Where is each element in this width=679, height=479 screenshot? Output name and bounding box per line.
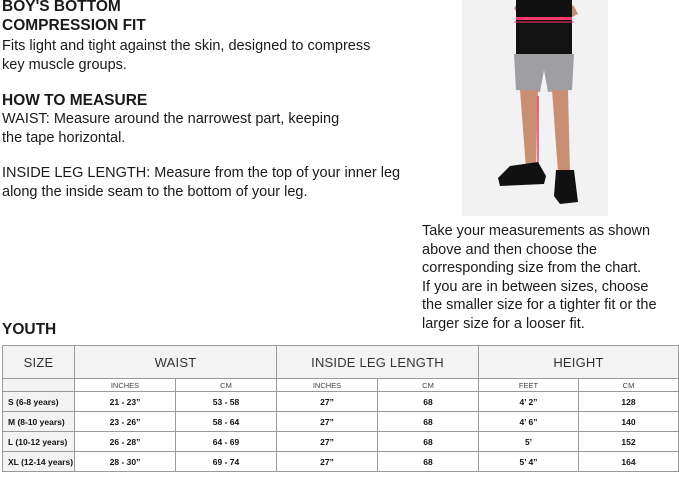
leg-inches-value: 27” [277, 412, 378, 432]
leg-inches-value: 27” [277, 432, 378, 452]
table-header-row [3, 346, 679, 379]
size-label: L (10-12 years) [3, 432, 75, 452]
height-cm-value: 152 [579, 432, 679, 452]
height-feet-value: 4’ 2” [479, 392, 579, 412]
note-line-5: the smaller size for a tighter fit or the [422, 297, 657, 313]
unit-waist-inches: INCHES [75, 379, 176, 392]
note-line-3: corresponding size from the chart. [422, 260, 642, 276]
measurement-note [422, 222, 678, 333]
table-row [3, 412, 679, 432]
fit-desc-line-2: key muscle groups. [2, 56, 127, 73]
how-to-measure-heading: HOW TO MEASURE [2, 92, 148, 109]
waist-inches-value: 23 - 26” [75, 412, 176, 432]
leg-cm-value: 68 [378, 412, 479, 432]
fit-desc-line-1: Fits light and tight against the skin, designed to compress [2, 38, 371, 54]
leg-cm-value: 68 [378, 392, 479, 412]
height-cm-value: 140 [579, 412, 679, 432]
unit-waist-cm: CM [176, 379, 277, 392]
unit-leg-inches: INCHES [277, 379, 378, 392]
header-waist: WAIST [75, 346, 277, 379]
leg-inches-value: 27” [277, 452, 378, 472]
unit-height-feet: FEET [479, 379, 579, 392]
fit-description [2, 37, 422, 74]
header-inside-leg: INSIDE LEG LENGTH [277, 346, 479, 379]
waist-inches-value: 26 - 28” [75, 432, 176, 452]
height-feet-value: 4’ 6” [479, 412, 579, 432]
waist-cm-value: 69 - 74 [176, 452, 277, 472]
note-line-6: larger size for a looser fit. [422, 315, 585, 332]
size-label: M (8-10 years) [3, 412, 75, 432]
header-size: SIZE [3, 346, 75, 379]
size-chart-table [2, 345, 679, 472]
leg-inches-value: 27” [277, 392, 378, 412]
section-label-youth: YOUTH [2, 321, 57, 338]
boy-model-icon [462, 0, 608, 216]
unit-leg-cm: CM [378, 379, 479, 392]
leg-cm-value: 68 [378, 432, 479, 452]
leg-line-1: INSIDE LEG LENGTH: Measure from the top of your inner leg [2, 165, 401, 181]
unit-height-cm: CM [579, 379, 679, 392]
table-row [3, 392, 679, 412]
note-line-4: If you are in between sizes, choose [422, 278, 649, 295]
size-label: XL (12-14 years) [3, 452, 75, 472]
title-line-1: BOY'S BOTTOM [2, 0, 121, 15]
unit-size-empty [3, 379, 75, 392]
waist-line-2: the tape horizontal. [2, 129, 126, 146]
table-unit-row [3, 379, 679, 392]
waist-instructions [2, 110, 422, 147]
leg-cm-value: 68 [378, 452, 479, 472]
waist-cm-value: 53 - 58 [176, 392, 277, 412]
leg-line-2: along the inside seam to the bottom of your leg. [2, 183, 308, 200]
height-cm-value: 164 [579, 452, 679, 472]
waist-cm-value: 58 - 64 [176, 412, 277, 432]
height-cm-value: 128 [579, 392, 679, 412]
waist-line-1: WAIST: Measure around the narrowest part, keeping [2, 111, 340, 127]
note-line-1: Take your measurements as shown [422, 223, 651, 239]
inside-leg-instructions [2, 164, 432, 201]
product-title [2, 0, 146, 35]
table-row [3, 432, 679, 452]
waist-inches-value: 28 - 30” [75, 452, 176, 472]
title-line-2: COMPRESSION FIT [2, 17, 146, 34]
header-height: HEIGHT [479, 346, 679, 379]
table-row [3, 452, 679, 472]
size-label: S (6-8 years) [3, 392, 75, 412]
waist-cm-value: 64 - 69 [176, 432, 277, 452]
waist-inches-value: 21 - 23” [75, 392, 176, 412]
boy-model-photo [462, 0, 608, 216]
height-feet-value: 5’ 4” [479, 452, 579, 472]
note-line-2: above and then choose the [422, 241, 597, 258]
height-feet-value: 5’ [479, 432, 579, 452]
